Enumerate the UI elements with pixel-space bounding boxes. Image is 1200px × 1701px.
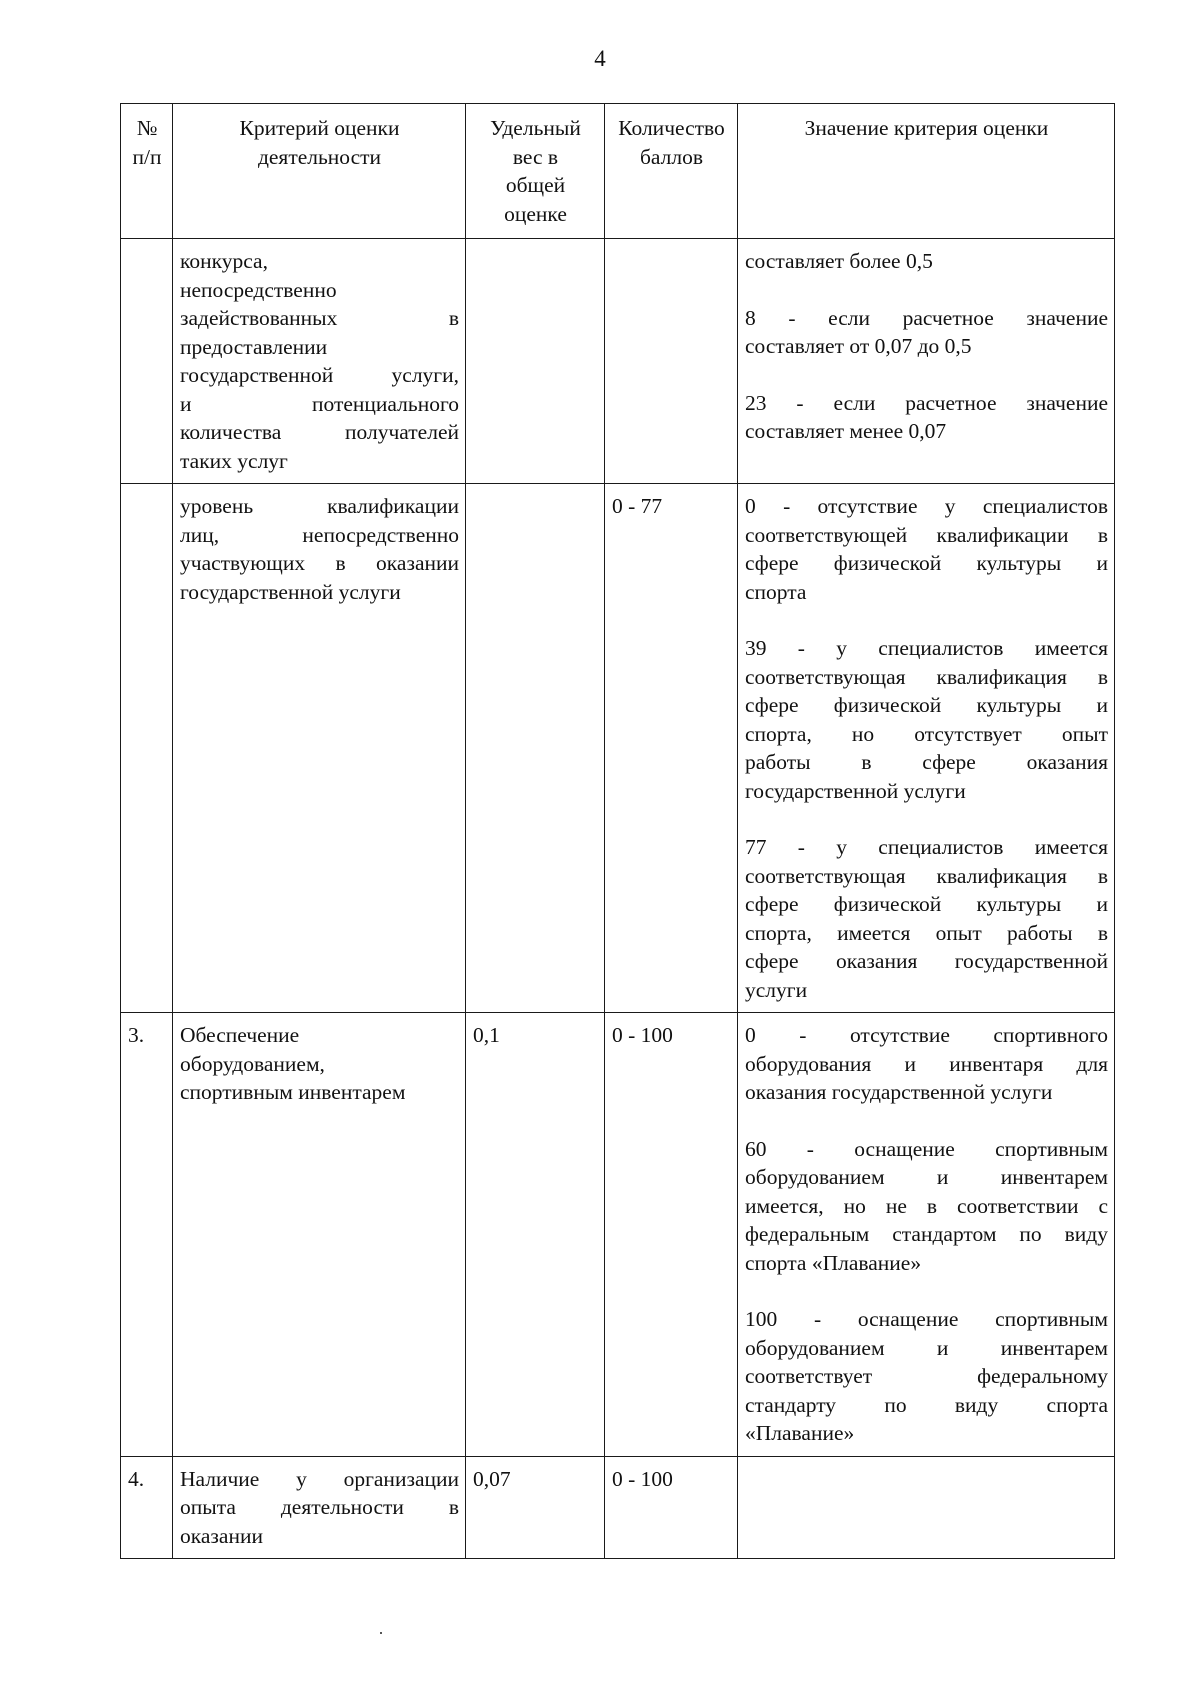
header-line: Критерий оценки — [239, 116, 400, 140]
value-cell — [738, 1013, 1115, 1457]
header-line: Значение критерия оценки — [804, 116, 1049, 140]
value-line: 100 - оснащение спортивным — [745, 1307, 1108, 1331]
value-cell — [738, 484, 1115, 1013]
weight-cell — [466, 239, 605, 484]
value-line: работы в сфере оказания — [745, 750, 1108, 774]
value-line: 8 - если расчетное значение — [745, 305, 1108, 330]
criterion-line: конкурса, — [180, 249, 268, 273]
value-line: составляет от 0,07 до 0,5 — [745, 334, 972, 358]
value-line: 60 - оснащение спортивным — [745, 1136, 1108, 1161]
header-line: № — [136, 116, 158, 140]
header-criterion — [173, 104, 466, 239]
value-line: 39 - у специалистов имеется — [745, 636, 1108, 660]
header-num — [121, 104, 173, 239]
page-number: 4 — [594, 46, 606, 71]
value-line: составляет менее 0,07 — [745, 419, 947, 443]
value-line: спорта «Плавание» — [745, 1250, 922, 1275]
row-number — [121, 484, 173, 1013]
value-line: соответствующей квалификации в — [745, 522, 1108, 547]
header-line: Количество — [618, 116, 725, 140]
header-line: баллов — [639, 144, 704, 169]
header-line: Удельный — [490, 116, 581, 140]
value-line: соответствующая квалификация в — [745, 664, 1108, 689]
criterion-line: количества получателей — [180, 420, 459, 444]
value-line: 23 - если расчетное значение — [745, 390, 1108, 415]
value-line: спорта, имеется опыт работы в — [745, 920, 1108, 945]
header-weight — [466, 104, 605, 239]
value-paragraph — [745, 304, 1108, 361]
value-paragraph — [745, 1021, 1108, 1107]
value-paragraph — [745, 833, 1108, 1004]
header-line: п/п — [132, 144, 162, 169]
criterion-line: оказании — [180, 1523, 263, 1548]
criterion-line: и потенциального — [180, 391, 459, 416]
value-paragraph — [745, 247, 1108, 276]
value-line: сфере оказания государственной — [745, 949, 1108, 973]
criterion-line: таких услуг — [180, 448, 288, 473]
criterion-line: предоставлении — [180, 334, 328, 359]
value-line: государственной услуги — [745, 778, 966, 803]
header-line: оценке — [504, 201, 567, 226]
value-paragraph — [745, 634, 1108, 805]
value-line: 77 - у специалистов имеется — [745, 835, 1108, 859]
value-line: 0 - отсутствие у специалистов — [745, 494, 1108, 518]
criterion-line: задействованных в — [180, 306, 459, 330]
header-value — [738, 104, 1115, 239]
value-line: сфере физической культуры и — [745, 693, 1108, 717]
header-line: вес в — [512, 144, 559, 169]
criterion-line: Обеспечение — [180, 1023, 300, 1047]
criterion-cell — [173, 1456, 466, 1559]
weight-cell: 0,07 — [466, 1456, 605, 1559]
points-cell: 0 - 100 — [605, 1456, 738, 1559]
table-row — [121, 1013, 1115, 1457]
header-line: общей — [505, 173, 566, 197]
points-cell: 0 - 100 — [605, 1013, 738, 1457]
table-row — [121, 484, 1115, 1013]
table-row — [121, 239, 1115, 484]
criterion-line: государственной услуги, — [180, 363, 459, 387]
criterion-line: опыта деятельности в — [180, 1495, 459, 1519]
header-points — [605, 104, 738, 239]
value-line: услуги — [745, 977, 808, 1002]
value-line: спорта — [745, 579, 807, 604]
criterion-line: оборудованием, — [180, 1051, 325, 1076]
criterion-cell — [173, 239, 466, 484]
value-cell — [738, 1456, 1115, 1559]
value-line: «Плавание» — [745, 1421, 855, 1445]
weight-cell — [466, 484, 605, 1013]
value-line: соответствующая квалификация в — [745, 863, 1108, 888]
value-line: 0 - отсутствие спортивного — [745, 1023, 1108, 1047]
value-line: федеральным стандартом по виду — [745, 1222, 1108, 1246]
value-cell — [738, 239, 1115, 484]
value-line: сфере физической культуры и — [745, 551, 1108, 575]
criteria-table — [120, 103, 1115, 1559]
weight-cell: 0,1 — [466, 1013, 605, 1457]
value-paragraph — [745, 1305, 1108, 1448]
value-line: стандарту по виду спорта — [745, 1392, 1108, 1417]
row-number — [121, 239, 173, 484]
value-line: спорта, но отсутствует опыт — [745, 721, 1108, 746]
criterion-cell — [173, 484, 466, 1013]
row-number: 4. — [121, 1456, 173, 1559]
row-number: 3. — [121, 1013, 173, 1457]
value-line: имеется, но не в соответствии с — [745, 1193, 1108, 1218]
table-header-row — [121, 104, 1115, 239]
value-paragraph — [745, 492, 1108, 606]
value-line: сфере физической культуры и — [745, 892, 1108, 916]
criterion-line: Наличие у организации — [180, 1466, 459, 1491]
value-line: оборудованием и инвентарем — [745, 1165, 1108, 1189]
criterion-line: уровень квалификации — [180, 494, 459, 518]
header-line: деятельности — [257, 144, 382, 169]
criterion-cell — [173, 1013, 466, 1457]
criterion-line: непосредственно — [180, 277, 337, 302]
value-paragraph — [745, 389, 1108, 446]
criterion-line: государственной услуги — [180, 579, 401, 604]
value-line: оборудования и инвентаря для — [745, 1051, 1108, 1076]
criterion-line: спортивным инвентарем — [180, 1080, 406, 1104]
scan-speck — [380, 1632, 382, 1634]
table-body — [121, 239, 1115, 1559]
criterion-line: участвующих в оказании — [180, 551, 459, 575]
value-line: оказания государственной услуги — [745, 1080, 1053, 1104]
value-line: соответствует федеральному — [745, 1364, 1108, 1388]
table-row — [121, 1456, 1115, 1559]
value-paragraph — [745, 1135, 1108, 1278]
points-cell: 0 - 77 — [605, 484, 738, 1013]
value-line: составляет более 0,5 — [745, 249, 933, 273]
value-line: оборудованием и инвентарем — [745, 1335, 1108, 1360]
points-cell — [605, 239, 738, 484]
criterion-line: лиц, непосредственно — [180, 522, 459, 547]
